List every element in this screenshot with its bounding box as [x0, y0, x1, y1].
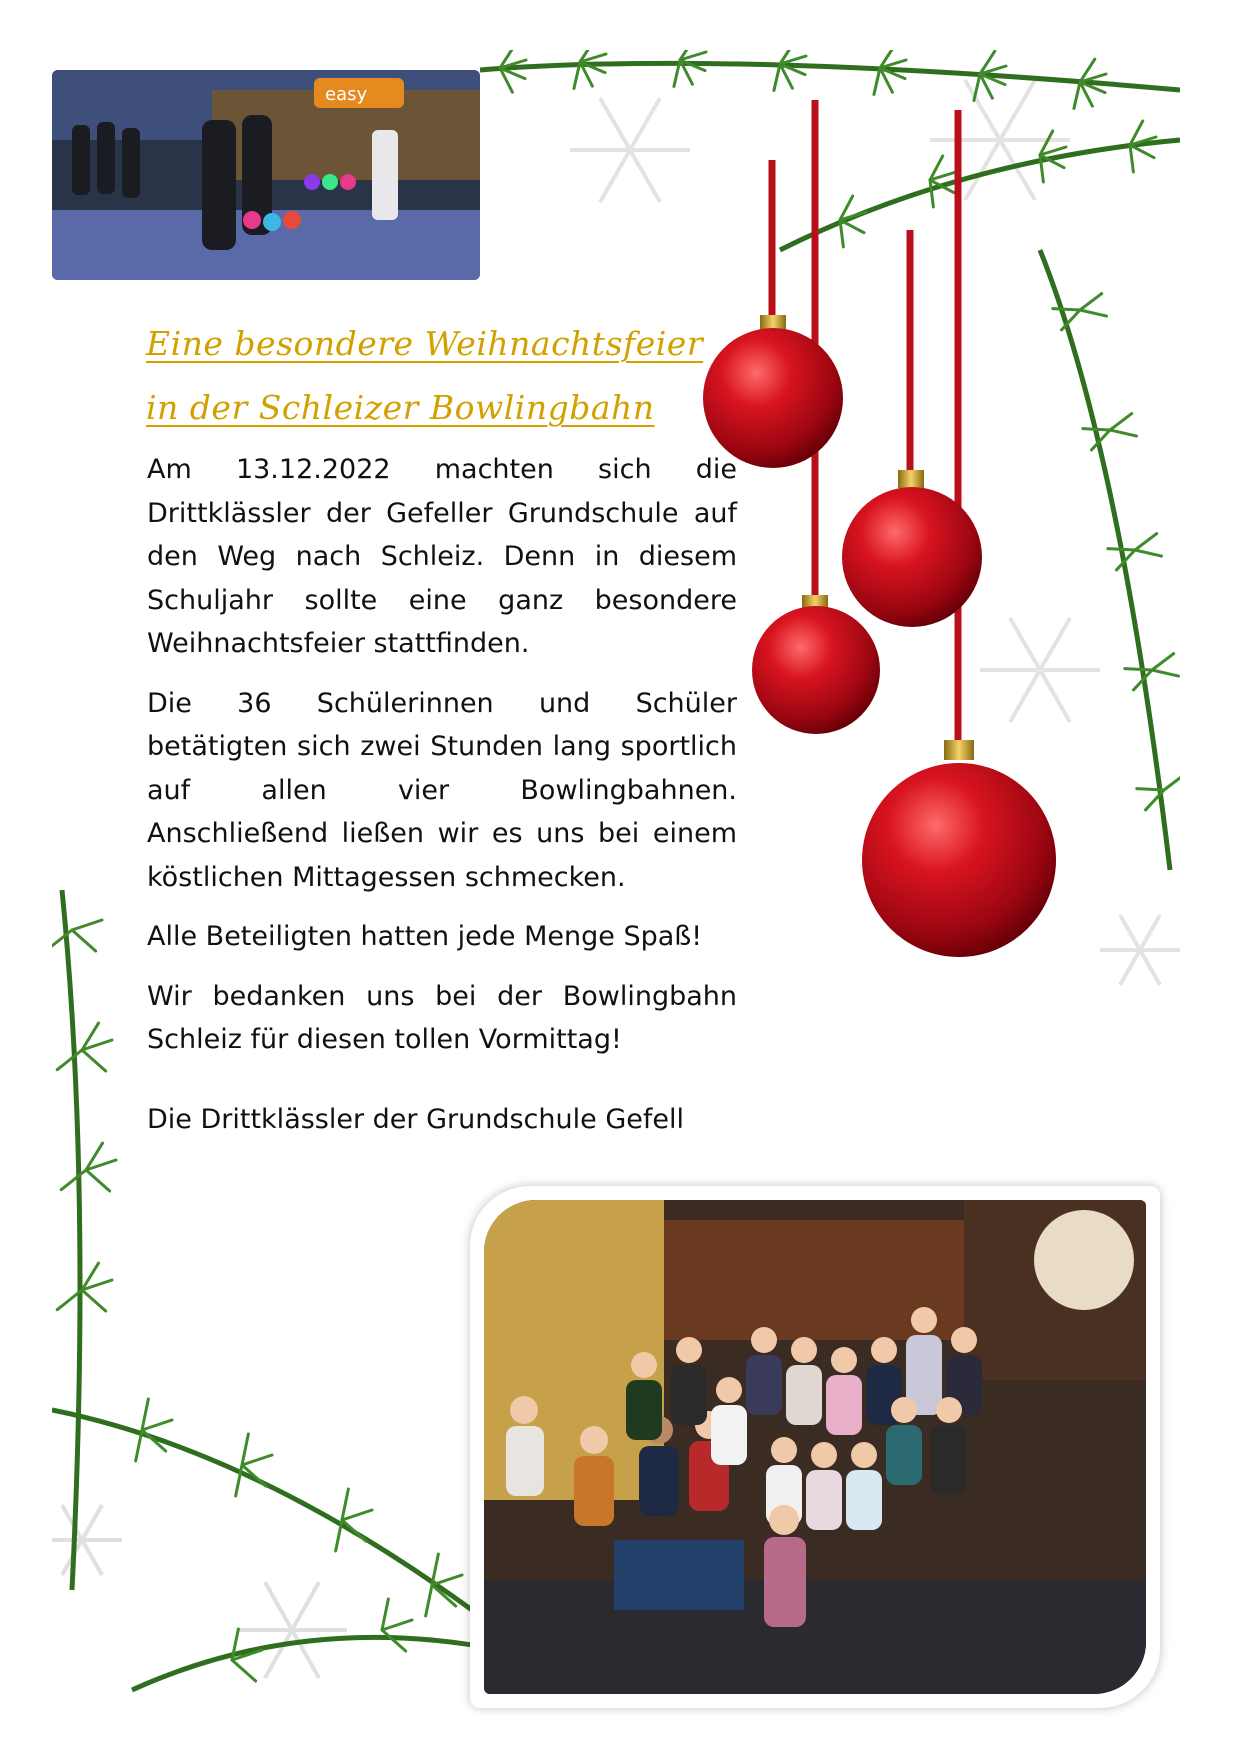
easy-sign-text: easy	[325, 84, 368, 105]
title-line-2: in der Schleizer Bowlingbahn	[146, 388, 655, 427]
group-photo-frame	[470, 1186, 1160, 1708]
paragraph-3: Alle Beteiligten hatten jede Menge Spaß!	[147, 921, 703, 952]
title-line-1: Eine besondere Weihnachtsfeier	[146, 324, 704, 363]
signature: Die Drittklässler der Grundschule Gefell	[147, 1104, 684, 1135]
bowling-alley-photo	[52, 70, 480, 280]
article-body	[147, 448, 737, 1078]
paragraph-4: Wir bedanken uns bei der Bowlingbahn Schleiz für diesen tollen Vormittag!	[147, 980, 737, 1055]
group-photo	[484, 1200, 1146, 1694]
paragraph-2: Die 36 Schülerinnen und Schüler betätigten sich zwei Stunden lang sportlich auf allen vier Bowlingbahnen. Anschließend ließen wir es uns bei einem köstlichen Mittagessen schmecken.	[147, 687, 737, 893]
paragraph-1: Am 13.12.2022 machten sich die Drittklässler der Gefeller Grundschule auf den Weg nach Schleiz. Denn in diesem Schuljahr sollte eine ganz besondere Weihnachtsfeier stattfinden.	[147, 454, 737, 659]
article-title	[146, 312, 786, 440]
